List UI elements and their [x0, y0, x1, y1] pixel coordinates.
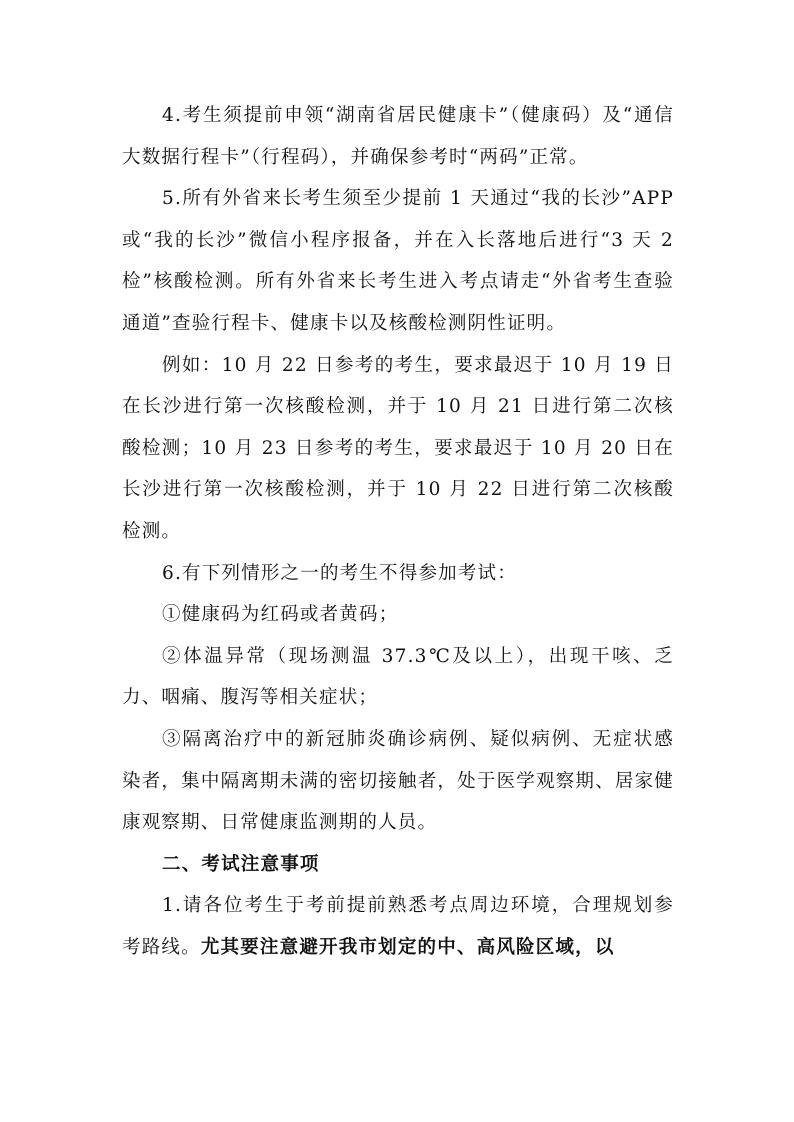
paragraph-example: 例如：10 月 22 日参考的考生，要求最迟于 10 月 19 日在长沙进行第一次核酸检测，并于 10 月 21 日进行第二次核酸检测；10 月 23 日参考的考生，要求最迟于 10 月 20 日在长沙进行第一次核酸检测，并于 10 月 22 日进行第二次核酸检测。: [122, 354, 674, 542]
paragraph-out-of-province: 5.所有外省来长考生须至少提前 1 天通过“我的长沙”APP 或“我的长沙”微信小程序报备，并在入长落地后进行“3 天 2 检”核酸检测。所有外省来长考生进入考点请走“外省考生查验通道”查验行程卡、健康卡以及核酸检测阴性证明。: [122, 188, 674, 334]
paragraph-normal-text: 1.请各位考生于考前提前熟悉考点周边环境，合理规划参考路线。: [122, 895, 674, 958]
paragraph-exclusion-2: ②体温异常（现场测温 37.3℃及以上），出现干咳、乏力、咽痛、腹泻等相关症状；: [122, 645, 674, 709]
paragraph-exclusion-intro: 6.有下列情形之一的考生不得参加考试：: [162, 562, 517, 584]
paragraph-exclusion-1: ①健康码为红码或者黄码；: [162, 604, 399, 626]
paragraph-bold-text: 尤其要注意避开我市划定的中、高风险区域，以: [200, 936, 615, 958]
paragraph-exclusion-3: ③隔离治疗中的新冠肺炎确诊病例、疑似病例、无症状感染者，集中隔离期未满的密切接触者，处于医学观察期、居家健康观察期、日常健康监测期的人员。: [122, 728, 674, 834]
section-heading: 二、考试注意事项: [162, 853, 320, 875]
document-body: [122, 95, 674, 968]
paragraph-exam-notes-1: [122, 885, 674, 968]
paragraph-health-code: 4.考生须提前申领“湖南省居民健康卡”（健康码）及“通信大数据行程卡”（行程码），并确保参考时“两码”正常。: [122, 105, 674, 168]
